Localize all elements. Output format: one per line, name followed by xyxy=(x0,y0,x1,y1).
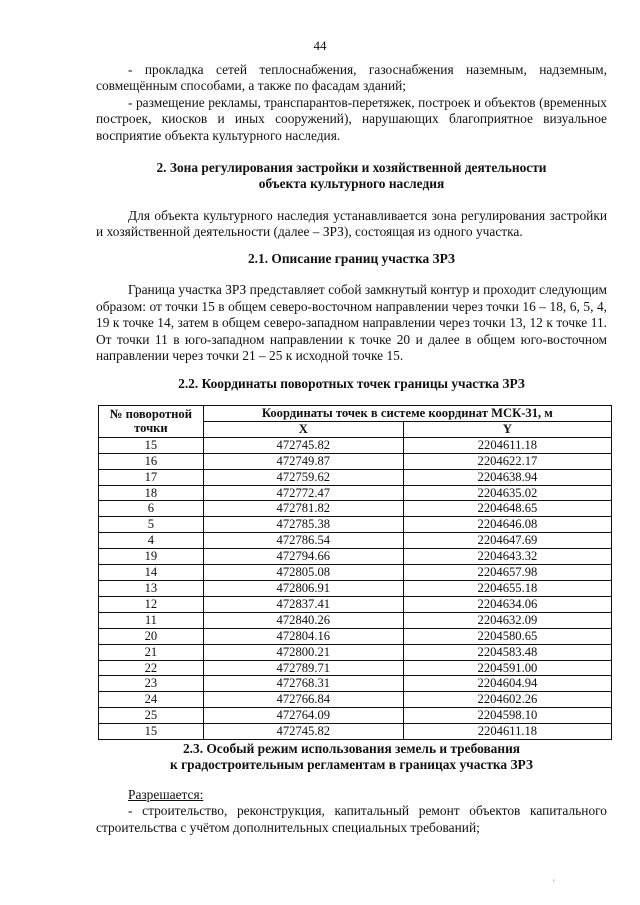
table-row xyxy=(99,612,612,628)
cell-point: 6 xyxy=(99,501,204,517)
table-row xyxy=(99,437,612,453)
coordinates-table-body xyxy=(99,437,612,739)
section-2-title-line2: объекта культурного наследия xyxy=(258,176,445,192)
header-point-line1: № поворотной xyxy=(109,406,192,421)
header-point-line2: точки xyxy=(134,421,168,436)
cell-point: 21 xyxy=(99,644,204,660)
cell-x: 472840.26 xyxy=(203,612,403,628)
intro-bullet-heat-gas: - прокладка сетей теплоснабжения, газоснабжения наземным, надземным, совмещённым способами, а также по фасадам зданий; xyxy=(96,62,607,94)
cell-point: 25 xyxy=(99,708,204,724)
cell-y: 2204648.65 xyxy=(403,501,611,517)
cell-point: 18 xyxy=(99,485,204,501)
table-row xyxy=(99,565,612,581)
cell-x: 472785.38 xyxy=(203,517,403,533)
cell-x: 472837.41 xyxy=(203,596,403,612)
header-point-number xyxy=(99,406,204,438)
cell-point: 5 xyxy=(99,517,204,533)
cell-y: 2204655.18 xyxy=(403,580,611,596)
section-2-2 xyxy=(96,376,607,392)
section-2-1 xyxy=(96,251,607,364)
table-row xyxy=(99,517,612,533)
section-2-3-bullet-construction: - строительство, реконструкция, капитальный ремонт объектов капитального строительства с учётом дополнительных специальных требований; xyxy=(96,803,607,835)
cell-x: 472804.16 xyxy=(203,628,403,644)
cell-point: 15 xyxy=(99,437,204,453)
cell-point: 22 xyxy=(99,660,204,676)
cell-x: 472745.82 xyxy=(203,724,403,740)
allowed-label: Разрешается: xyxy=(128,786,204,802)
cell-y: 2204634.06 xyxy=(403,596,611,612)
table-row xyxy=(99,676,612,692)
cell-x: 472805.08 xyxy=(203,565,403,581)
cell-y: 2204638.94 xyxy=(403,469,611,485)
cell-y: 2204591.00 xyxy=(403,660,611,676)
table-row xyxy=(99,596,612,612)
scan-mark: ' xyxy=(553,878,555,888)
cell-point: 20 xyxy=(99,628,204,644)
section-2-1-title: 2.1. Описание границ участка ЗРЗ xyxy=(247,251,456,266)
cell-y: 2204598.10 xyxy=(403,708,611,724)
cell-y: 2204632.09 xyxy=(403,612,611,628)
cell-point: 19 xyxy=(99,549,204,565)
cell-x: 472764.09 xyxy=(203,708,403,724)
table-row xyxy=(99,453,612,469)
page-number: 44 xyxy=(313,38,327,53)
cell-y: 2204622.17 xyxy=(403,453,611,469)
header-x: X xyxy=(203,421,403,437)
header-coords: Координаты точек в системе координат МСК-31, м xyxy=(203,406,611,422)
table-row xyxy=(99,549,612,565)
cell-x: 472794.66 xyxy=(203,549,403,565)
table-row xyxy=(99,724,612,740)
cell-y: 2204580.65 xyxy=(403,628,611,644)
cell-x: 472749.87 xyxy=(203,453,403,469)
cell-y: 2204646.08 xyxy=(403,517,611,533)
cell-point: 16 xyxy=(99,453,204,469)
cell-x: 472772.47 xyxy=(203,485,403,501)
cell-point: 14 xyxy=(99,565,204,581)
cell-y: 2204647.69 xyxy=(403,533,611,549)
allowed-label-paragraph xyxy=(96,787,607,803)
section-2-3 xyxy=(96,741,607,836)
cell-point: 12 xyxy=(99,596,204,612)
section-2-2-title: 2.2. Координаты поворотных точек границы участка ЗРЗ xyxy=(178,376,525,391)
table-row xyxy=(99,644,612,660)
section-2-text: Для объекта культурного наследия устанавливается зона регулирования застройки и хозяйственной деятельности (далее – ЗРЗ), состоящая из одного участка. xyxy=(96,207,607,240)
cell-x: 472759.62 xyxy=(203,469,403,485)
cell-x: 472781.82 xyxy=(203,501,403,517)
cell-point: 23 xyxy=(99,676,204,692)
section-2-3-title-line1: 2.3. Особый режим использования земель и требования xyxy=(182,741,521,756)
table-row xyxy=(99,501,612,517)
cell-point: 24 xyxy=(99,692,204,708)
cell-y: 2204635.02 xyxy=(403,485,611,501)
section-2 xyxy=(96,160,607,241)
section-2-1-text: Граница участка ЗРЗ представляет собой замкнутый контур и проходит следующим образом: от точки 15 в общем северо-восточном направлении через точки 16 – 18, 6, 5, 4, 19 к точке 14, затем в общем северо-западном направлении через точки 13, 12 к точке 11. От точки 11 в юго-западном направлении к точке 20 и далее в общем юго-восточном направлении через точки 21 – 25 к исходной точке 15. xyxy=(96,282,607,364)
cell-y: 2204583.48 xyxy=(403,644,611,660)
cell-point: 13 xyxy=(99,580,204,596)
cell-point: 17 xyxy=(99,469,204,485)
table-row xyxy=(99,533,612,549)
cell-x: 472786.54 xyxy=(203,533,403,549)
coordinates-table xyxy=(98,405,612,740)
cell-point: 11 xyxy=(99,612,204,628)
cell-x: 472745.82 xyxy=(203,437,403,453)
cell-y: 2204611.18 xyxy=(403,437,611,453)
section-2-3-title-line2: к градостроительным регламентам в границах участка ЗРЗ xyxy=(170,757,533,773)
header-y: Y xyxy=(403,421,611,437)
cell-y: 2204657.98 xyxy=(403,565,611,581)
table-row xyxy=(99,708,612,724)
intro-block xyxy=(96,62,607,144)
table-row xyxy=(99,485,612,501)
cell-y: 2204602.26 xyxy=(403,692,611,708)
cell-y: 2204643.32 xyxy=(403,549,611,565)
cell-x: 472768.31 xyxy=(203,676,403,692)
cell-point: 4 xyxy=(99,533,204,549)
cell-point: 15 xyxy=(99,724,204,740)
intro-bullet-advertising: - размещение рекламы, транспарантов-перетяжек, построек и объектов (временных построек, киосков и иных сооружений), нарушающих благоприятное визуальное восприятие объекта культурного наследия. xyxy=(96,94,607,143)
table-row xyxy=(99,628,612,644)
cell-y: 2204611.18 xyxy=(403,724,611,740)
section-2-title-line1: 2. Зона регулирования застройки и хозяйственной деятельности xyxy=(156,160,547,175)
table-row xyxy=(99,580,612,596)
table-row xyxy=(99,469,612,485)
table-row xyxy=(99,692,612,708)
cell-x: 472789.71 xyxy=(203,660,403,676)
cell-y: 2204604.94 xyxy=(403,676,611,692)
table-row xyxy=(99,660,612,676)
cell-x: 472800.21 xyxy=(203,644,403,660)
cell-x: 472806.91 xyxy=(203,580,403,596)
cell-x: 472766.84 xyxy=(203,692,403,708)
